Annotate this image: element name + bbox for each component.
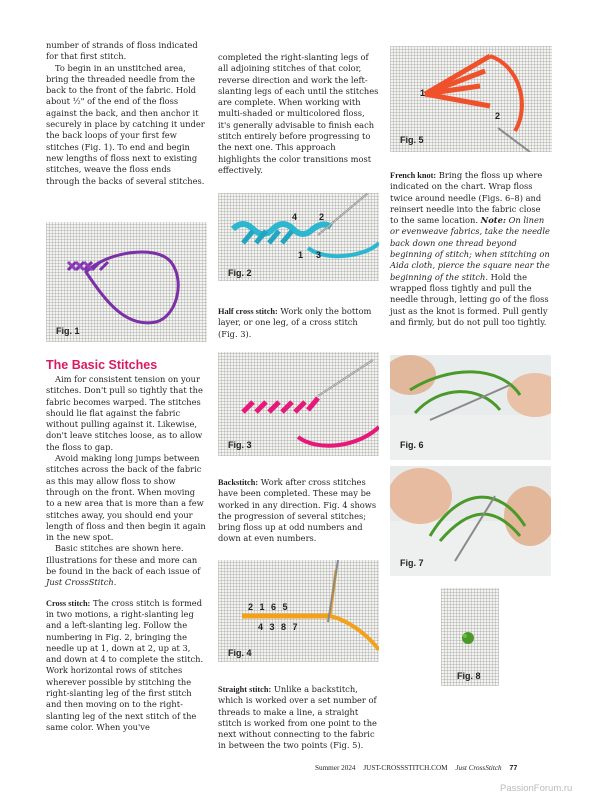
fig4-stitches: [218, 560, 379, 662]
column-1: [46, 40, 206, 187]
fig7-image: [390, 466, 551, 576]
col1-paragraph-5: [46, 543, 206, 588]
fig5-num-1: 1: [420, 88, 426, 98]
fig6-image: [390, 355, 551, 460]
cross-stitch-lead: Cross stitch:: [46, 598, 91, 608]
p5-text-a: Basic stitches are shown here. Illustrations for these and more can be found in the back of each issue of: [46, 543, 201, 577]
straight-stitch-lead: Straight stitch:: [218, 685, 272, 694]
col2-paragraph-1: completed the right-slanting legs of all adjoining stitches of that color, reverse direction and work the left-slanting legs of each until the stitches are complete. When working with multi-shaded or multicolored floss, it's generally advisable to finish each stitch entirely before progressing to the next one. This approach highlights the color transitions most effectively.: [218, 52, 379, 175]
footer-magazine: Just CrossStitch: [455, 764, 502, 772]
fig2-num-1: 1: [298, 250, 304, 260]
column-2: [218, 52, 379, 176]
fig3-label: Fig. 3: [228, 440, 252, 450]
col1-paragraph-3: Aim for consistent tension on your stitches. Don't pull so tightly that the fabric becomes warped. The stitches should lie flat against the fabric without pulling against it. Likewise, don't leave stitches loose, as to allow the floss to gap.: [46, 374, 203, 452]
watermark-text: PassionForum.ru: [500, 783, 573, 794]
p5-text-b: .: [113, 577, 117, 588]
backstitch-paragraph: [218, 477, 379, 545]
backstitch-text: Work after cross stitches have been completed. These may be worked in any direction. Fig. 4 shows the progression of several stitches; bring floss up at odd numbers and down at even numbers.: [218, 477, 377, 544]
section-heading: The Basic Stitches: [46, 358, 158, 372]
fig5-num-2: 2: [495, 111, 501, 121]
note-lead: Note:: [480, 215, 506, 226]
column-3: [390, 170, 550, 328]
fig8-label: Fig. 8: [457, 671, 481, 681]
fig4-nums-bottom: 4 3 8 7: [258, 622, 298, 632]
cross-stitch-paragraph: [46, 598, 206, 734]
fig7-label: Fig. 7: [400, 558, 424, 568]
footer-site: JUST-CROSSSTITCH.COM: [363, 764, 448, 772]
fig4-label: Fig. 4: [228, 648, 252, 658]
col1-paragraph-2: To begin in an unstitched area, bring the threaded needle from the back to the front of the fabric. Hold about ½" of the end of the floss against the back, and then anchor it securely in place by catching it under the back loops of your first few stitches (Fig. 1). To end and begin new lengths of floss next to existing stitches, weave the floss ends through the backs of several stitches.: [46, 62, 205, 186]
half-cross-text: Work only the bottom layer, or one leg, of a cross stitch (Fig. 3).: [218, 306, 372, 339]
fig2-num-3: 3: [316, 250, 322, 260]
french-knot-lead: French knot:: [390, 171, 437, 180]
page-footer: [315, 763, 523, 772]
fig4-nums-top: 2 1 6 5: [248, 602, 288, 612]
column-1-lower: [46, 358, 206, 733]
straight-stitch-paragraph: [218, 684, 379, 752]
fig5-label: Fig. 5: [400, 135, 424, 145]
fig2-image: [218, 193, 379, 281]
fig5-image: [390, 46, 552, 152]
fig3-image: [218, 352, 379, 456]
fig8-image: [441, 588, 499, 686]
col1-paragraph-4: Avoid making long jumps between stitches across the back of the fabric as this may allow floss to show through on the front. When moving to a new area that is more than a few stitches away, you should end your length of floss and then begin it again in the new spot.: [46, 453, 206, 543]
col1-paragraph-1: number of strands of floss indicated for that first stitch.: [46, 40, 198, 62]
backstitch-lead: Backstitch:: [218, 478, 259, 487]
fig1-stitches: [46, 222, 207, 342]
french-knot-end: Hold the wrapped floss tightly and pull the needle through, letting go of the floss just as the knot is formed. Pull gently and firmly, but do not pull too tightly.: [390, 271, 549, 327]
fig4-image: [218, 560, 379, 662]
p5-magazine-name: Just CrossStitch: [46, 577, 114, 588]
fig2-num-4: 4: [292, 212, 298, 222]
straight-stitch-text: Unlike a backstitch, which is worked over a set number of threads to make a line, a straight stitch is worked from one point to the next without connecting to the fabric in between the two points (Fig. 5).: [218, 684, 377, 751]
half-cross-paragraph: [218, 306, 379, 340]
fig2-num-2: 2: [319, 212, 325, 222]
note-text: On linen or evenweave fabrics, take the needle back down one thread beyond beginning of stitch; when stitching on Aida cloth, pierce the square near the beginning of the stitch.: [390, 215, 550, 282]
cross-stitch-text: The cross stitch is formed in two motions, a right-slanting leg and a left-slanting leg. Follow the numbering in Fig. 2, bringing the needle up at 1, down at 2, up at 3, and down at 4 to complete the stitch. Work horizontal rows of stitches wherever possible by stitching the right-slanting leg of the first stitch and then moving on to the right-slanting leg of the next stitch of the same color. When you've: [46, 597, 204, 732]
page-number: 77: [509, 763, 518, 772]
footer-season: Summer 2024: [315, 764, 356, 772]
french-knot-text: Bring the floss up where indicated on the chart. Wrap floss twice around needle (Figs. 6–8) and reinsert needle into the fabric close to the same location.: [390, 170, 543, 226]
fig6-label: Fig. 6: [400, 440, 424, 450]
half-cross-lead: Half cross stitch:: [218, 307, 278, 316]
fig2-label: Fig. 2: [228, 268, 252, 278]
fig1-image: [46, 222, 207, 342]
fig1-label: Fig. 1: [56, 326, 80, 336]
